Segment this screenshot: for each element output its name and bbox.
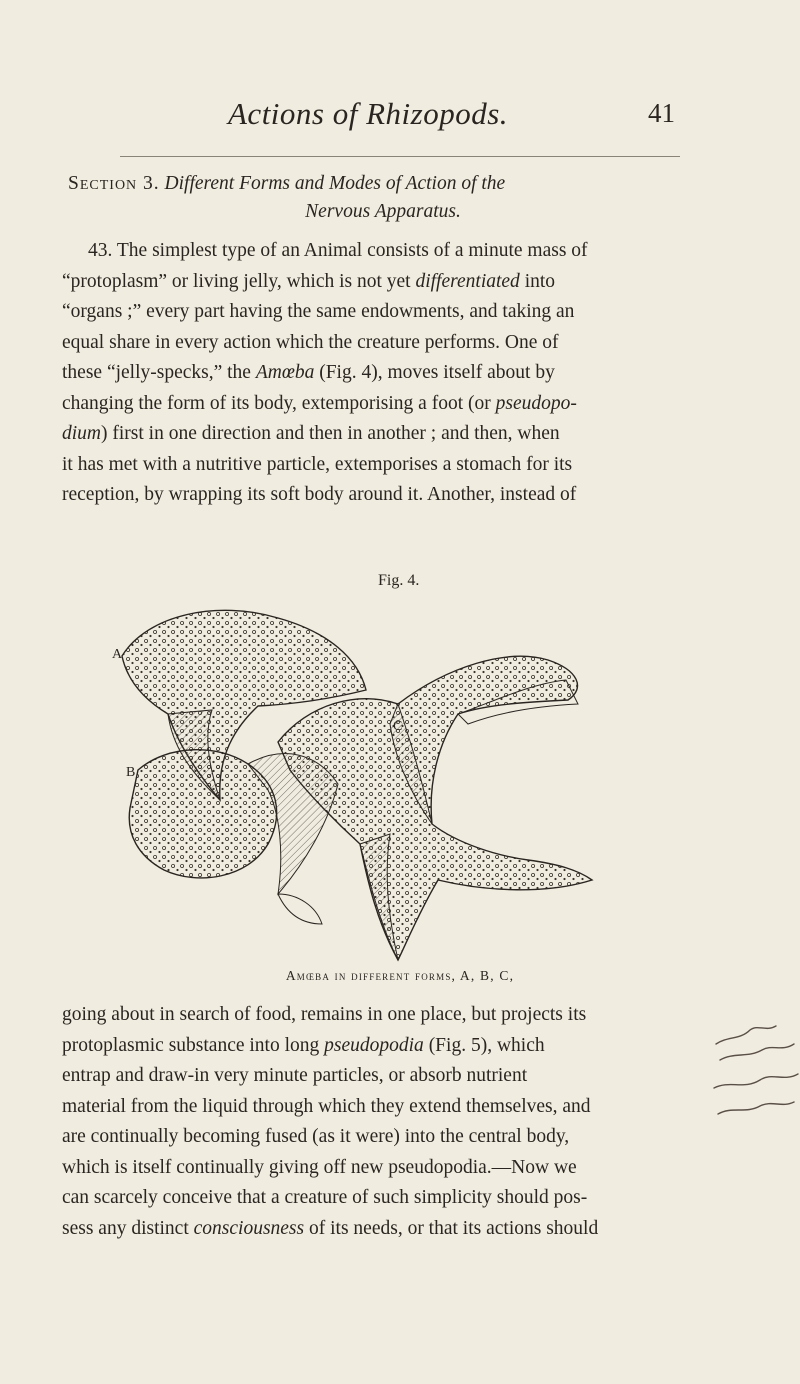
page-number: 41 (648, 98, 675, 128)
figure-label: Fig. 4. (378, 572, 420, 589)
running-head (0, 96, 800, 140)
text-line: “organs ;” every part having the same endowments, and taking an (62, 301, 575, 322)
text-line: sess any distinct consciousness of its needs, or that its actions should (62, 1217, 599, 1239)
section-title-line-2: Nervous Apparatus. (305, 201, 461, 222)
text-line: “protoplasm” or living jelly, which is not yet differentiated into (62, 270, 556, 292)
text-line: protoplasmic substance into long pseudopodia (Fig. 5), which (62, 1034, 545, 1056)
text-line: dium) first in one direction and then in another ; and then, when (62, 423, 560, 444)
text-line: reception, by wrapping its soft body around it. Another, instead of (62, 484, 577, 505)
text-line: can scarcely conceive that a creature of such simplicity should pos- (62, 1187, 588, 1208)
figure-letter-b: B (126, 765, 136, 780)
amoeba-form-c (278, 656, 592, 960)
section-label: Section 3. (68, 173, 160, 194)
section-title-line-1: Different Forms and Modes of Action of the (164, 173, 506, 194)
text-line: it has met with a nutritive particle, extemporises a stomach for its (62, 453, 573, 475)
figure-letter-c: C (393, 719, 403, 734)
section-heading (68, 170, 768, 226)
pencil-annotation (710, 1010, 800, 1170)
text-line: equal share in every action which the creature performs. One of (62, 331, 559, 353)
text-line: material from the liquid through which they extend themselves, and (62, 1095, 591, 1117)
text-line: are continually becoming fused (as it were) into the central body, (62, 1126, 570, 1147)
paragraph-top (62, 236, 774, 511)
figure-letter-a: A (112, 647, 123, 662)
text-line: entrap and draw-in very minute particles, or absorb nutrient (62, 1065, 528, 1086)
header-rule (120, 156, 680, 157)
text-line: these “jelly-specks,” the Amœba (Fig. 4), moves itself about by (62, 362, 555, 383)
amoeba-figure (108, 594, 620, 964)
text-line: going about in search of food, remains in one place, but projects its (62, 1004, 587, 1025)
text-line: 43. The simplest type of an Animal consists of a minute mass of (88, 240, 588, 261)
figure-caption: Amœba in different forms, A, B, C, (285, 968, 515, 983)
running-head-title: Actions of Rhizopods. (228, 96, 509, 131)
paragraph-bottom (62, 1000, 662, 1244)
text-line: changing the form of its body, extemporising a foot (or pseudopo- (62, 392, 577, 414)
text-line: which is itself continually giving off new pseudopodia.—Now we (62, 1156, 577, 1178)
